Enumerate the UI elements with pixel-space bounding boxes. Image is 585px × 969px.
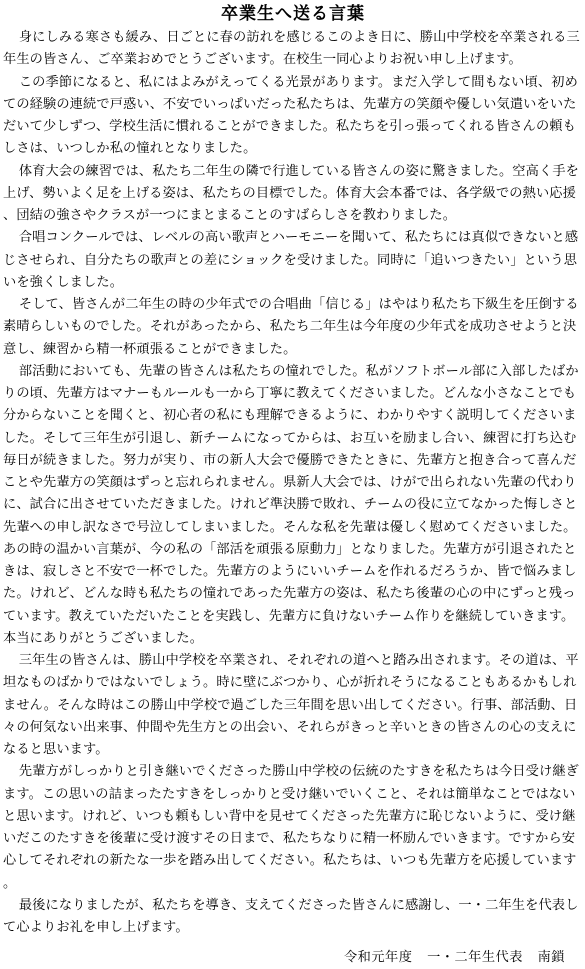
document-body bbox=[3, 27, 583, 939]
paragraph-9: 最後になりましたが、私たちを導き、支えてくださった皆さんに感謝し、一・二年生を代表して心よりお礼を申し上げます。 bbox=[3, 897, 579, 935]
paragraph-6: 部活動においても、先輩の皆さんは私たちの憧れでした。私がソフトボール部に入部したばかりの頃、先輩方はマナーもルールも一から丁寧に教えてくださいました。どんな小さなことでも分からないことを聞くと、初心者の私にも理解できるように、わかりやすく説明してくださいました。そして三年生が引退し、新チームになってからは、お互いを励まし合い、練習に打ち込む毎日が続きました。努力が実り、市の新人大会で優勝できたときに、先輩方と抱き合って喜んだことや先輩方の笑顔はずっと忘れられません。県新人大会では、けがで出られない先輩の代わりに、試合に出させていただきました。けれど準決勝で敗れ、チームの役に立てなかった悔しさと先輩への申し訳なさで号泣してしまいました。そんな私を先輩は優しく慰めてくださいました。あの時の温かい言葉が、今の私の「部活を頑張る原動力」となりました。先輩方が引退されたときは、寂しさと不安で一杯でした。先輩方のようにいいチームを作れるだろうか、皆で悩みました。けれど、どんな時も私たちの憧れであった先輩方の姿は、私たち後輩の心の中にずっと残っています。教えていただいたことを実践し、先輩方に負けないチーム作りを継続していきます。本当にありがとうございました。 bbox=[3, 363, 579, 646]
paragraph-2: この季節になると、私にはよみがえってくる光景があります。まだ入学して間もない頃、初めての経験の連続で戸惑い、不安でいっぱいだった私たちは、先輩方の笑顔や優しい気遣いをいただいて少しずつ、学校生活に慣れることができました。私たちを引っ張ってくれる皆さんの頼もしさは、いつしか私の憧れとなりました。 bbox=[3, 74, 578, 157]
paragraph-3: 体育大会の練習では、私たち二年生の隣で行進している皆さんの姿に驚きました。空高く手を上げ、勢いよく足を上げる姿は、私たちの目標でした。体育大会本番では、各学級での熱い応援、団結の強さやクラスが一つにまとまることのすばらしさを教わりました。 bbox=[3, 163, 579, 223]
signature-role: 一・二年生代表 bbox=[427, 950, 523, 966]
document-title: 卒業生へ送る言葉 bbox=[221, 4, 365, 24]
signature-date: 令和元年度 bbox=[343, 950, 413, 966]
paragraph-1: 身にしみる寒さも緩み、日ごとに春の訪れを感じるこのよき日に、勝山中学校を卒業される三年生の皆さん、ご卒業おめでとうございます。在校生一同心よりお祝い申し上げます。 bbox=[3, 30, 580, 68]
signature-name: 南鎖 bbox=[537, 950, 565, 966]
paragraph-5: そして、皆さんが二年生の時の少年式での合唱曲「信じる」はやはり私たち下級生を圧倒する素晴らしいものでした。それがあったから、私たち二年生は今年度の少年式を成功させようと決意し、練習から精一杯頑張ることができました。 bbox=[3, 297, 579, 357]
paragraph-4: 合唱コンクールでは、レベルの高い歌声とハーモニーを聞いて、私たちには真似できないと感じさせられ、自分たちの歌声との差にショックを受けました。同時に「追いつきたい」という思いを強くしました。 bbox=[3, 230, 579, 290]
paragraph-7: 三年生の皆さんは、勝山中学校を卒業され、それぞれの道へと踏み出されます。その道は、平坦なものばかりではないでしょう。時に壁にぶつかり、心が折れそうになることもあるかもしれません。そんな時はこの勝山中学校で過ごした三年間を思い出してください。行事、部活動、日々の何気ない出来事、仲間や先生方との出会い、それらがきっと辛いときの皆さんの心の支えになると思います。 bbox=[3, 653, 579, 757]
signature-line bbox=[3, 947, 583, 969]
paragraph-8: 先輩方がしっかりと引き継いでくださった勝山中学校の伝統のたすきを私たちは今日受け継ぎます。この思いの詰まったたすきをしっかりと受け継いでいくこと、それは簡単なことではないと思います。けれど、いつも頼もしい背中を見せてくださった先輩方に恥じないように、受け継いだこのたすきを後輩に受け渡すその日まで、私たちなりに精一杯励んでいきます。ですから安心してそれぞれの新たな一歩を踏み出してください。私たちは、いつも先輩方を応援しています。 bbox=[3, 764, 579, 891]
